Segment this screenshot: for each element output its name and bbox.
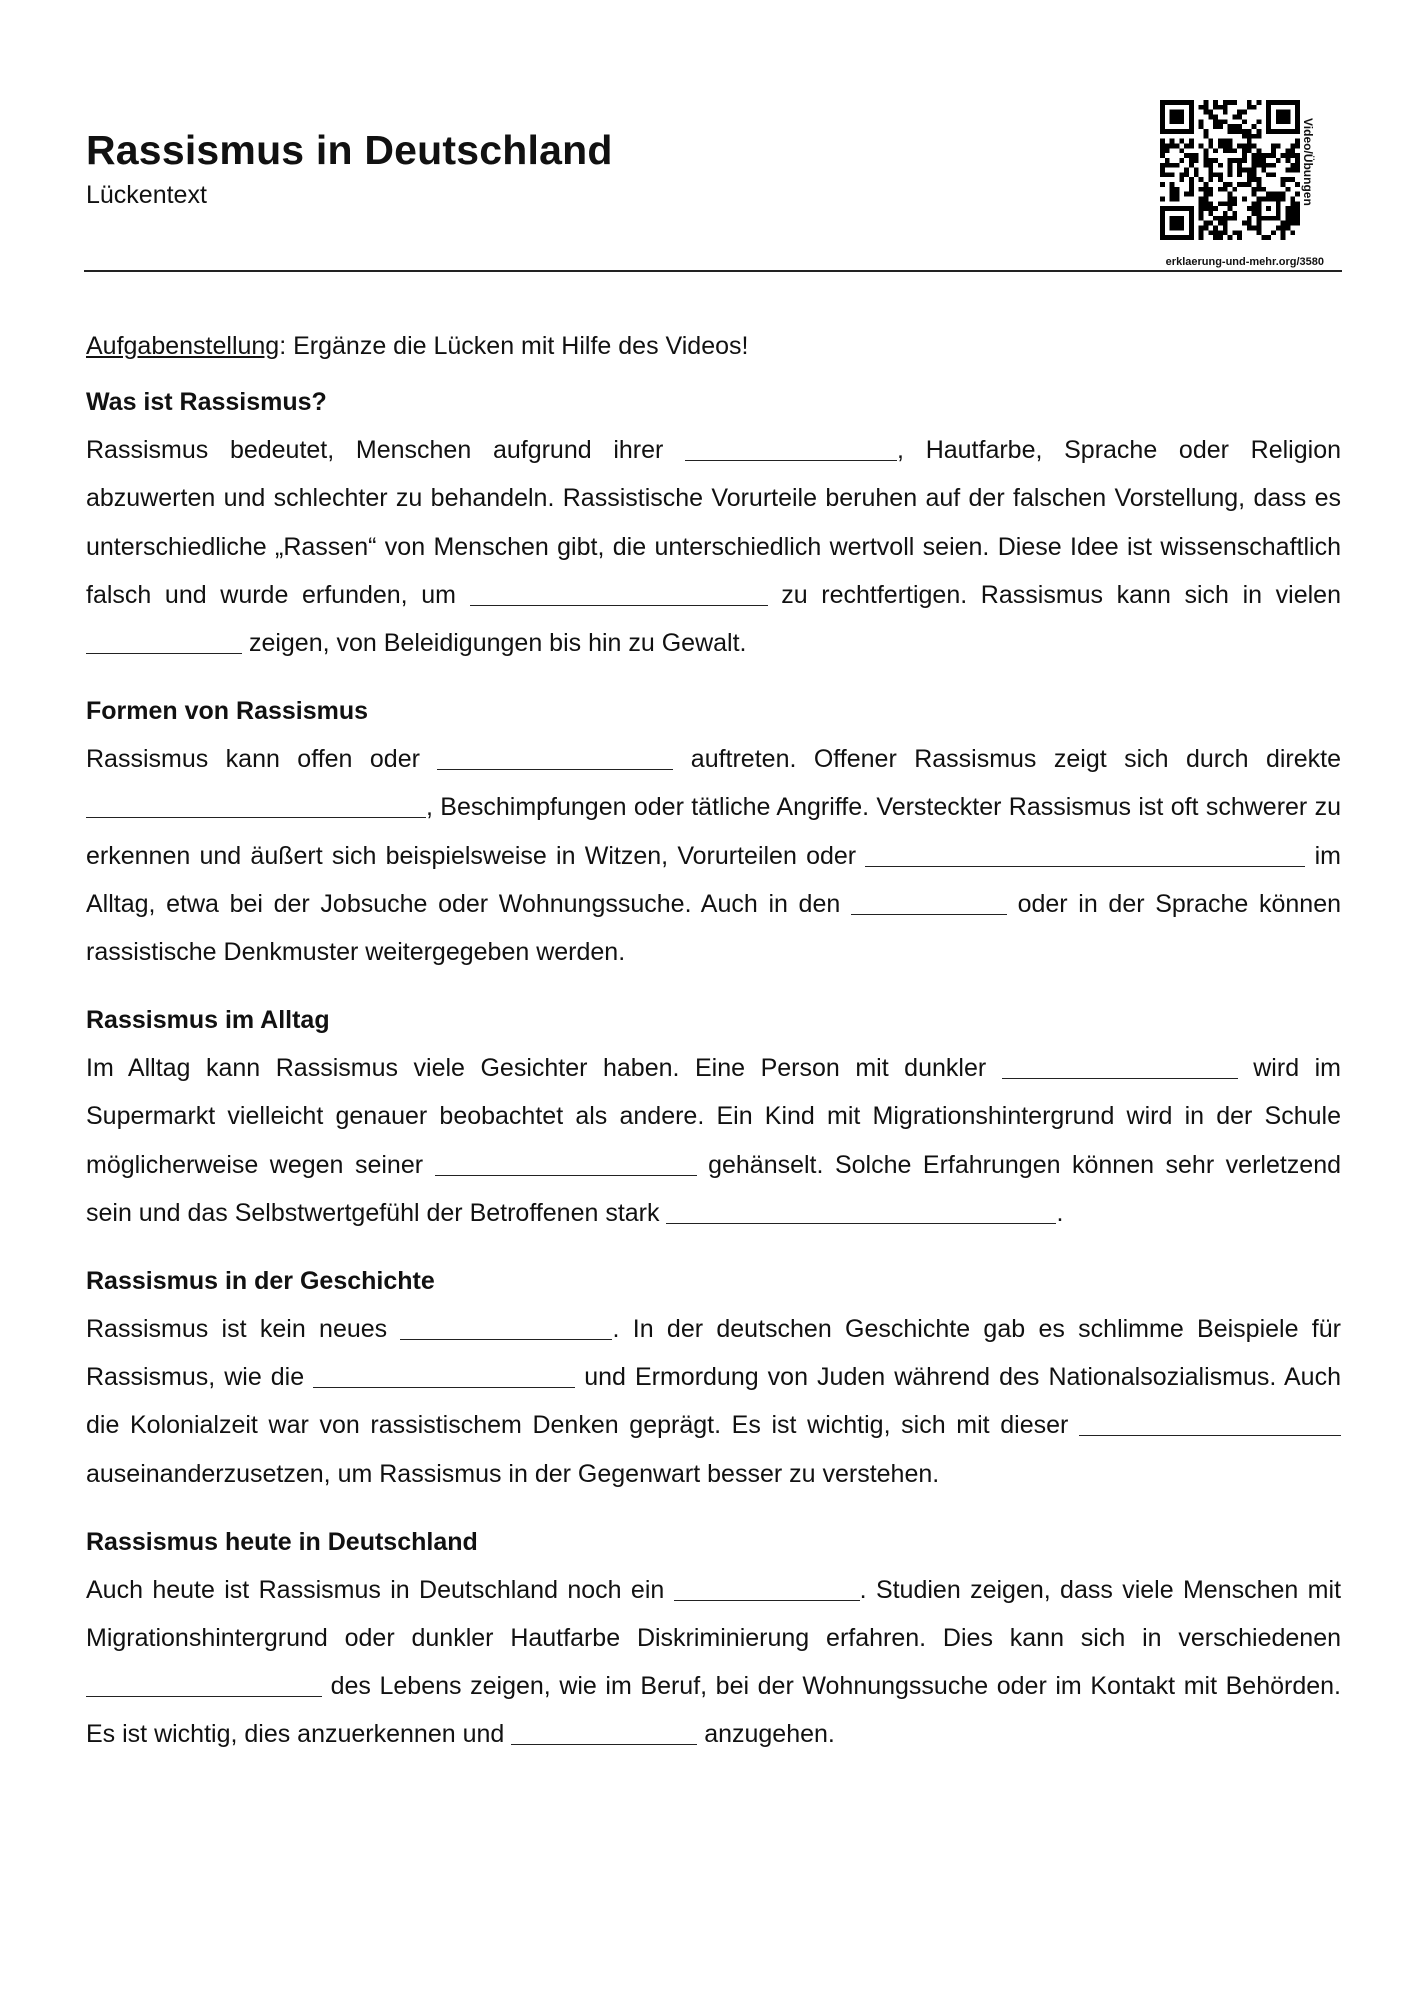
blank-field[interactable] bbox=[685, 435, 897, 461]
blank-field[interactable] bbox=[1079, 1410, 1341, 1436]
header-divider bbox=[84, 270, 1342, 272]
text-segment: , Beschimpfungen oder tätliche Angriffe. Versteckter Rassismus ist oft schwerer zu erkennen und äußert sich beispielsweise in Witzen, Vorurteilen oder bbox=[86, 793, 1341, 870]
page-subtitle: Lückentext bbox=[86, 181, 207, 209]
blank-field[interactable] bbox=[86, 1671, 322, 1697]
blank-field[interactable] bbox=[86, 628, 242, 654]
section-text bbox=[86, 1044, 1341, 1237]
blank-field[interactable] bbox=[437, 744, 673, 770]
text-segment: Rassismus ist kein neues bbox=[86, 1315, 401, 1344]
text-segment: auseinanderzusetzen, um Rassismus in der Gegenwart besser zu verstehen. bbox=[86, 1459, 940, 1488]
page-title: Rassismus in Deutschland bbox=[86, 127, 613, 173]
task-text: : Ergänze die Lücken mit Hilfe des Videos! bbox=[279, 332, 749, 360]
section-rassismus-in-der-geschichte bbox=[86, 1257, 1341, 1498]
text-segment: oder in der Sprache können rassistische Denkmuster weitergegeben werden. bbox=[86, 889, 1341, 967]
video-exercises-label: Video/Übungen bbox=[1301, 118, 1315, 206]
section-formen-von-rassismus bbox=[86, 687, 1341, 976]
section-heading: Rassismus im Alltag bbox=[86, 1006, 330, 1035]
text-segment: Rassismus kann offen oder bbox=[86, 745, 438, 774]
text-segment: Im Alltag kann Rassismus viele Gesichter haben. Eine Person mit dunkler bbox=[86, 1054, 1002, 1083]
text-segment: . bbox=[1056, 1198, 1064, 1227]
text-segment: anzugehen. bbox=[697, 1720, 835, 1749]
text-segment: . Studien zeigen, dass viele Menschen mit Migrationshintergrund oder dunkler Hautfarbe Diskriminierung erfahren. Dies kann sich in verschiedenen bbox=[86, 1575, 1342, 1653]
section-text bbox=[86, 735, 1341, 976]
section-rassismus-heute bbox=[86, 1518, 1341, 1759]
blank-field[interactable] bbox=[470, 580, 768, 606]
text-segment: wird im Supermarkt vielleicht genauer beobachtet als andere. Ein Kind mit Migrationshintergrund wird in der Schule möglicherweise wegen seiner bbox=[86, 1054, 1342, 1179]
section-text bbox=[86, 1566, 1341, 1759]
text-segment: gehänselt. Solche Erfahrungen können sehr verletzend sein und das Selbstwertgefühl der Betroffenen stark bbox=[86, 1150, 1342, 1227]
blank-field[interactable] bbox=[851, 889, 1007, 915]
section-heading: Formen von Rassismus bbox=[86, 697, 369, 726]
text-segment: zu rechtfertigen. Rassismus kann sich in vielen bbox=[767, 580, 1341, 609]
worksheet-body bbox=[86, 322, 1341, 1779]
blank-field[interactable] bbox=[511, 1719, 697, 1745]
section-text bbox=[86, 426, 1341, 667]
blank-field[interactable] bbox=[865, 841, 1305, 867]
text-segment: des Lebens zeigen, wie im Beruf, bei der Wohnungssuche oder im Kontakt mit Behörden. Es ist wichtig, dies anzuerkennen und bbox=[86, 1672, 1341, 1749]
text-segment: , Hautfarbe, Sprache oder Religion abzuwerten und schlechter zu behandeln. Rassistische Vorurteile beruhen auf der falschen Vorstellung, dass es unterschiedliche „Rassen“ von Menschen gibt, die unterschiedlich wertvoll seien. Diese Idee ist wissenschaftlich falsch und wurde erfunden, um bbox=[86, 436, 1342, 609]
section-rassismus-im-alltag bbox=[86, 996, 1341, 1237]
blank-field[interactable] bbox=[674, 1575, 860, 1601]
task-label: Aufgabenstellung bbox=[86, 332, 280, 360]
section-heading: Rassismus in der Geschichte bbox=[86, 1267, 435, 1296]
blank-field[interactable] bbox=[86, 792, 426, 818]
text-segment: zeigen, von Beleidigungen bis hin zu Gewalt. bbox=[242, 629, 747, 658]
site-url[interactable]: erklaerung-und-mehr.org/3580 bbox=[1165, 256, 1324, 268]
qr-code[interactable] bbox=[1160, 100, 1300, 240]
section-heading: Rassismus heute in Deutschland bbox=[86, 1527, 478, 1556]
section-was-ist-rassismus bbox=[86, 378, 1341, 667]
blank-field[interactable] bbox=[435, 1150, 697, 1176]
section-text bbox=[86, 1305, 1341, 1498]
text-segment: im Alltag, etwa bei der Jobsuche oder Wohnungssuche. Auch in den bbox=[86, 841, 1341, 918]
section-heading: Was ist Rassismus? bbox=[86, 388, 327, 417]
text-segment: Rassismus bedeutet, Menschen aufgrund ihrer bbox=[86, 436, 686, 465]
text-segment: und Ermordung von Juden während des Nationalsozialismus. Auch die Kolonialzeit war von rassistischem Denken geprägt. Es ist wichtig, sich mit dieser bbox=[86, 1363, 1341, 1440]
blank-field[interactable] bbox=[400, 1314, 612, 1340]
text-segment: auftreten. Offener Rassismus zeigt sich durch direkte bbox=[673, 745, 1341, 774]
blank-field[interactable] bbox=[1002, 1053, 1238, 1079]
task-instruction bbox=[86, 322, 1341, 370]
text-segment: Auch heute ist Rassismus in Deutschland noch ein bbox=[86, 1575, 674, 1604]
blank-field[interactable] bbox=[666, 1198, 1056, 1224]
blank-field[interactable] bbox=[313, 1362, 575, 1388]
text-segment: . In der deutschen Geschichte gab es schlimme Beispiele für Rassismus, wie die bbox=[86, 1315, 1341, 1392]
